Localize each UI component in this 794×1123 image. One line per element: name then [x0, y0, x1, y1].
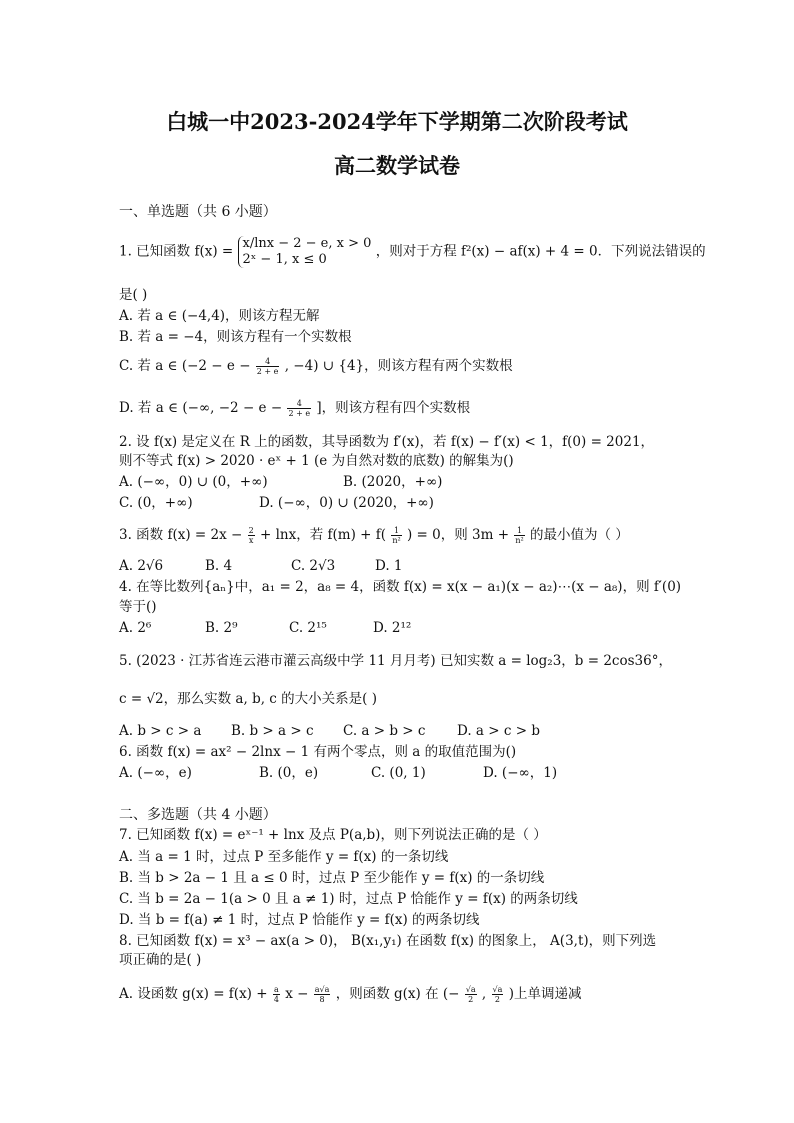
q3-stem — [119, 526, 629, 545]
q5-stem-line2: c = √2，那么实数 a, b, c 的大小关系是( ) — [119, 691, 377, 707]
q8-a-f3-num: √a — [465, 985, 476, 994]
q2-options-row2 — [119, 494, 434, 512]
q6-option-b: B. (0，e) — [259, 765, 319, 781]
q8-a-post: )上单调递减 — [508, 986, 582, 1002]
q3-stem-post: 的最小值为（ ） — [529, 527, 629, 543]
q8-a-f2-num: a√a — [314, 985, 330, 994]
q8-a-fraction-1 — [273, 985, 280, 1004]
q7-option-a: A. 当 a = 1 时，过点 P 至多能作 y = f(x) 的一条切线 — [119, 849, 449, 865]
section-heading-multiple-choice: 二、多选题（共 4 小题） — [119, 807, 277, 823]
q1-piece-bottom: 2ˣ − 1, x ≤ 0 — [242, 252, 327, 267]
q2-stem-line1: 2. 设 f(x) 是定义在 R 上的函数，其导函数为 f′(x)，若 f(x) − f′(x) < 1，f(0) = 2021， — [119, 434, 655, 450]
q3-option-b: B. 4 — [205, 558, 233, 574]
q1-d-den: 2 + e — [288, 409, 311, 418]
q1-option-d — [119, 399, 470, 418]
q5-option-b: B. b > a > c — [231, 723, 314, 739]
q1-option-c — [119, 357, 513, 376]
q3-option-a: A. 2√6 — [119, 558, 164, 574]
q1-d-pre: D. 若 a ∈ (−∞, −2 − e − — [119, 400, 283, 416]
q1-c-pre: C. 若 a ∈ (−2 − e − — [119, 358, 251, 374]
q4-option-c: C. 2¹⁵ — [289, 620, 327, 636]
q6-options — [119, 764, 557, 782]
q8-a-f1-num: a — [274, 985, 279, 994]
q3-stem-mid: + lnx，若 f(m) + f( — [260, 527, 387, 543]
q2-option-c: C. (0，+∞) — [119, 495, 193, 511]
q2-option-d: D. (−∞，0) ∪ (2020，+∞) — [259, 495, 434, 511]
q2-option-b: B. (2020，+∞) — [343, 474, 443, 490]
q1-c-post: , −4) ∪ {4}，则该方程有两个实数根 — [284, 358, 513, 374]
q1-piece-top: x/lnx − 2 − e, x > 0 — [242, 236, 372, 251]
q6-option-c: C. (0, 1) — [371, 765, 426, 781]
q1-c-num: 4 — [256, 357, 280, 367]
q1-c-den: 2 + e — [256, 367, 279, 376]
q8-a-f4-den: 2 — [494, 995, 500, 1004]
q1-c-fraction — [256, 357, 280, 376]
q8-a-fraction-4 — [492, 985, 504, 1004]
q8-a-f3-den: 2 — [468, 995, 474, 1004]
q8-a-mid2: ，则函数 g(x) 在 (− — [335, 986, 460, 1002]
q3-f1-num: 2 — [248, 526, 254, 535]
q2-options-row1 — [119, 473, 442, 491]
q3-f1-den: x — [248, 536, 254, 545]
q4-option-a: A. 2⁶ — [119, 620, 152, 636]
q5-option-c: C. a > b > c — [343, 723, 426, 739]
q1-stem-post: ，则对于方程 f²(x) − af(x) + 4 = 0．下列说法错误的 — [375, 243, 706, 260]
q3-stem-pre: 3. 函数 f(x) = 2x − — [119, 527, 243, 543]
q8-a-f4-num: √a — [492, 985, 503, 994]
q3-fraction-3 — [514, 526, 524, 545]
q8-stem-line1: 8. 已知函数 f(x) = x³ − ax(a > 0)， B(x₁,y₁) 在函数 f(x) 的图象上， A(3,t)，则下列选 — [119, 933, 657, 949]
q1-option-a: A. 若 a ∈ (−4,4)，则该方程无解 — [119, 308, 320, 324]
q1-d-fraction — [287, 399, 311, 418]
q8-option-a — [119, 985, 581, 1004]
q1-piecewise — [238, 236, 372, 268]
q3-options — [119, 557, 403, 575]
q1-stem-cont: 是( ) — [119, 287, 148, 303]
q6-option-a: A. (−∞，e) — [119, 765, 192, 781]
q3-f2-den: n² — [392, 536, 401, 545]
q3-f3-den: n² — [515, 536, 524, 545]
q8-stem-line2: 项正确的是( ) — [119, 952, 202, 968]
q7-stem: 7. 已知函数 f(x) = eˣ⁻¹ + lnx 及点 P(a,b)，则下列说法正确的是（ ） — [119, 827, 547, 843]
q8-a-mid3: , — [481, 986, 487, 1002]
exam-title: 白城一中2023-2024学年下学期第二次阶段考试 — [166, 109, 628, 134]
section-heading-single-choice: 一、单选题（共 6 小题） — [119, 204, 277, 220]
q1-d-num: 4 — [287, 399, 311, 409]
q3-f2-num: 1 — [391, 526, 401, 536]
q5-option-d: D. a > c > b — [457, 723, 540, 739]
q7-option-d: D. 当 b = f(a) ≠ 1 时，过点 P 恰能作 y = f(x) 的两条切线 — [119, 912, 480, 928]
q8-a-pre: A. 设函数 g(x) = f(x) + — [119, 986, 268, 1002]
q4-option-d: D. 2¹² — [373, 620, 412, 636]
q4-stem-line2: 等于() — [119, 599, 157, 615]
q5-option-a: A. b > c > a — [119, 723, 202, 739]
q6-stem: 6. 函数 f(x) = ax² − 2lnx − 1 有两个零点，则 a 的取值范围为() — [119, 744, 517, 760]
q7-option-b: B. 当 b > 2a − 1 且 a ≤ 0 时，过点 P 至少能作 y = f(x) 的一条切线 — [119, 870, 545, 886]
q6-option-d: D. (−∞，1) — [483, 765, 558, 781]
q4-options — [119, 619, 411, 637]
q7-option-c: C. 当 b = 2a − 1(a > 0 且 a ≠ 1) 时，过点 P 恰能作 y = f(x) 的两条切线 — [119, 891, 578, 907]
q1-d-post: ]，则该方程有四个实数根 — [316, 400, 471, 416]
question-1-stem — [119, 236, 706, 268]
q8-a-mid: x − — [285, 986, 309, 1002]
q2-stem-line2: 则不等式 f(x) > 2020 · eˣ + 1 (e 为自然对数的底数) 的解集为() — [119, 453, 514, 469]
q8-a-f2-den: 8 — [319, 995, 325, 1004]
q1-option-b: B. 若 a = −4，则该方程有一个实数根 — [119, 329, 352, 345]
q3-f3-num: 1 — [514, 526, 524, 536]
q4-option-b: B. 2⁹ — [205, 620, 238, 636]
q8-a-f1-den: 4 — [273, 995, 279, 1004]
q8-a-fraction-3 — [465, 985, 477, 1004]
q5-stem-line1: 5. (2023 · 江苏省连云港市灌云高级中学 11 月月考) 已知实数 a = log₂3，b = 2cos36°， — [119, 653, 672, 669]
q3-option-d: D. 1 — [375, 558, 403, 574]
q1-stem-pre: 1. 已知函数 f(x) = — [119, 243, 234, 260]
q3-stem-mid2: ) = 0，则 3m + — [406, 527, 510, 543]
exam-subtitle: 高二数学试卷 — [334, 153, 460, 178]
q8-a-fraction-2 — [314, 985, 331, 1004]
q3-option-c: C. 2√3 — [291, 558, 336, 574]
q4-stem-line1: 4. 在等比数列{aₙ}中，a₁ = 2，a₈ = 4，函数 f(x) = x(x − a₁)(x − a₂)⋯(x − a₈)，则 f′(0) — [119, 579, 682, 595]
q5-options — [119, 722, 540, 740]
q2-option-a: A. (−∞，0) ∪ (0，+∞) — [119, 474, 268, 490]
q3-fraction-1 — [248, 526, 255, 545]
q3-fraction-2 — [391, 526, 401, 545]
